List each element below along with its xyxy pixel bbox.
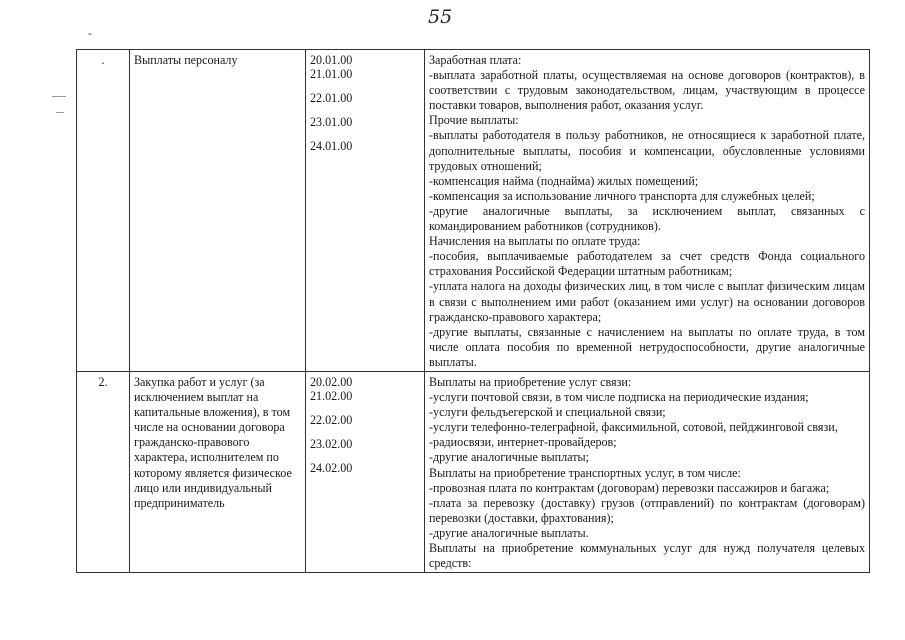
desc-line: -другие аналогичные выплаты;	[429, 450, 590, 465]
desc-line: -услуги телефонно-телеграфной, факсимильной, сотовой, пейджинговой связи,	[429, 420, 838, 435]
desc-line: -провозная плата по контрактам (договорам) перевозки пассажиров и багажа;	[429, 480, 830, 495]
desc-line: -пособия, выплачиваемые работодателем за счет средств Фонда социального страхования Российской Федерации штатным работникам;	[429, 249, 865, 279]
desc-line: -уплата налога на доходы физических лиц, в том числе с выплат физическим лицам в связи с выполнением ими работ (оказанием ими услуг) на основании договоров гражданско-правового характера;	[429, 279, 865, 324]
code: 20.02.00	[310, 374, 353, 389]
desc-line: -выплаты работодателя в пользу работников, не относящиеся к заработной плате, дополнительные выплаты, пособия и компенсации, обусловленные условиями трудовых отношений;	[429, 128, 865, 173]
desc-line: -плата за перевозку (доставку) грузов (отправлений) по контрактам (договорам) перевозки (доставки, фрахтования);	[429, 495, 865, 525]
desc-line: -выплата заработной платы, осуществляемая на основе договоров (контрактов), в соответствии с трудовым законодательством, лицам, участвующим в процессе поставки товаров, выполнения работ, оказания услуг.	[429, 68, 865, 113]
desc-line: Выплаты на приобретение транспортных услуг, в том числе:	[429, 465, 741, 480]
row-codes	[306, 371, 425, 572]
payments-table	[76, 49, 870, 573]
desc-line: -компенсация за использование личного транспорта для служебных целей;	[429, 188, 815, 203]
margin-scan-line	[56, 112, 64, 113]
row-codes	[306, 50, 425, 372]
code: 23.02.00	[310, 436, 353, 451]
desc-line: Выплаты на приобретение услуг связи:	[429, 374, 632, 389]
code: 24.01.00	[310, 139, 353, 153]
code: 22.02.00	[310, 412, 353, 427]
desc-line: Заработная плата:	[429, 53, 522, 67]
desc-line: -другие аналогичные выплаты.	[429, 525, 589, 540]
desc-line: -компенсация найма (поднайма) жилых помещений;	[429, 173, 699, 188]
row-number: .	[77, 50, 130, 372]
page-number: 55	[428, 6, 453, 28]
header-mark: -	[88, 26, 92, 40]
code: 21.02.00	[310, 388, 353, 403]
desc-line: -другие выплаты, связанные с начислением на выплаты по оплате труда, в том числе оплата пособия по временной нетрудоспособности, другие аналогичные выплаты.	[429, 324, 865, 369]
desc-line: -радиосвязи, интернет-провайдеров;	[429, 435, 617, 450]
code: 20.01.00	[310, 53, 353, 67]
desc-line: -услуги фельдъегерской и специальной связи;	[429, 405, 666, 420]
desc-line: -другие аналогичные выплаты, за исключением выплат, связанных с командированием работников (сотрудников).	[429, 203, 865, 234]
table-row	[77, 371, 870, 572]
code: 23.01.00	[310, 115, 353, 129]
table-row	[77, 50, 870, 372]
row-name: Выплаты персоналу	[130, 50, 306, 372]
desc-line: Прочие выплаты:	[429, 113, 519, 128]
code: 21.01.00	[310, 67, 353, 81]
margin-scan-line	[52, 96, 66, 97]
desc-line: Начисления на выплаты по оплате труда:	[429, 234, 641, 249]
row-description	[425, 50, 870, 372]
desc-line: Выплаты на приобретение коммунальных услуг для нужд получателя целевых средств:	[429, 541, 865, 571]
desc-line: -услуги почтовой связи, в том числе подписка на периодические издания;	[429, 390, 809, 405]
row-description	[425, 371, 870, 572]
row-number: 2.	[77, 371, 130, 572]
code: 22.01.00	[310, 91, 353, 105]
row-name: Закупка работ и услуг (за исключением выплат на капитальные вложения), в том числе на основании договора гражданско-правового характера, исполнителем по которому является физическое лицо или индивидуальный предприниматель	[130, 371, 306, 572]
code: 24.02.00	[310, 460, 353, 475]
